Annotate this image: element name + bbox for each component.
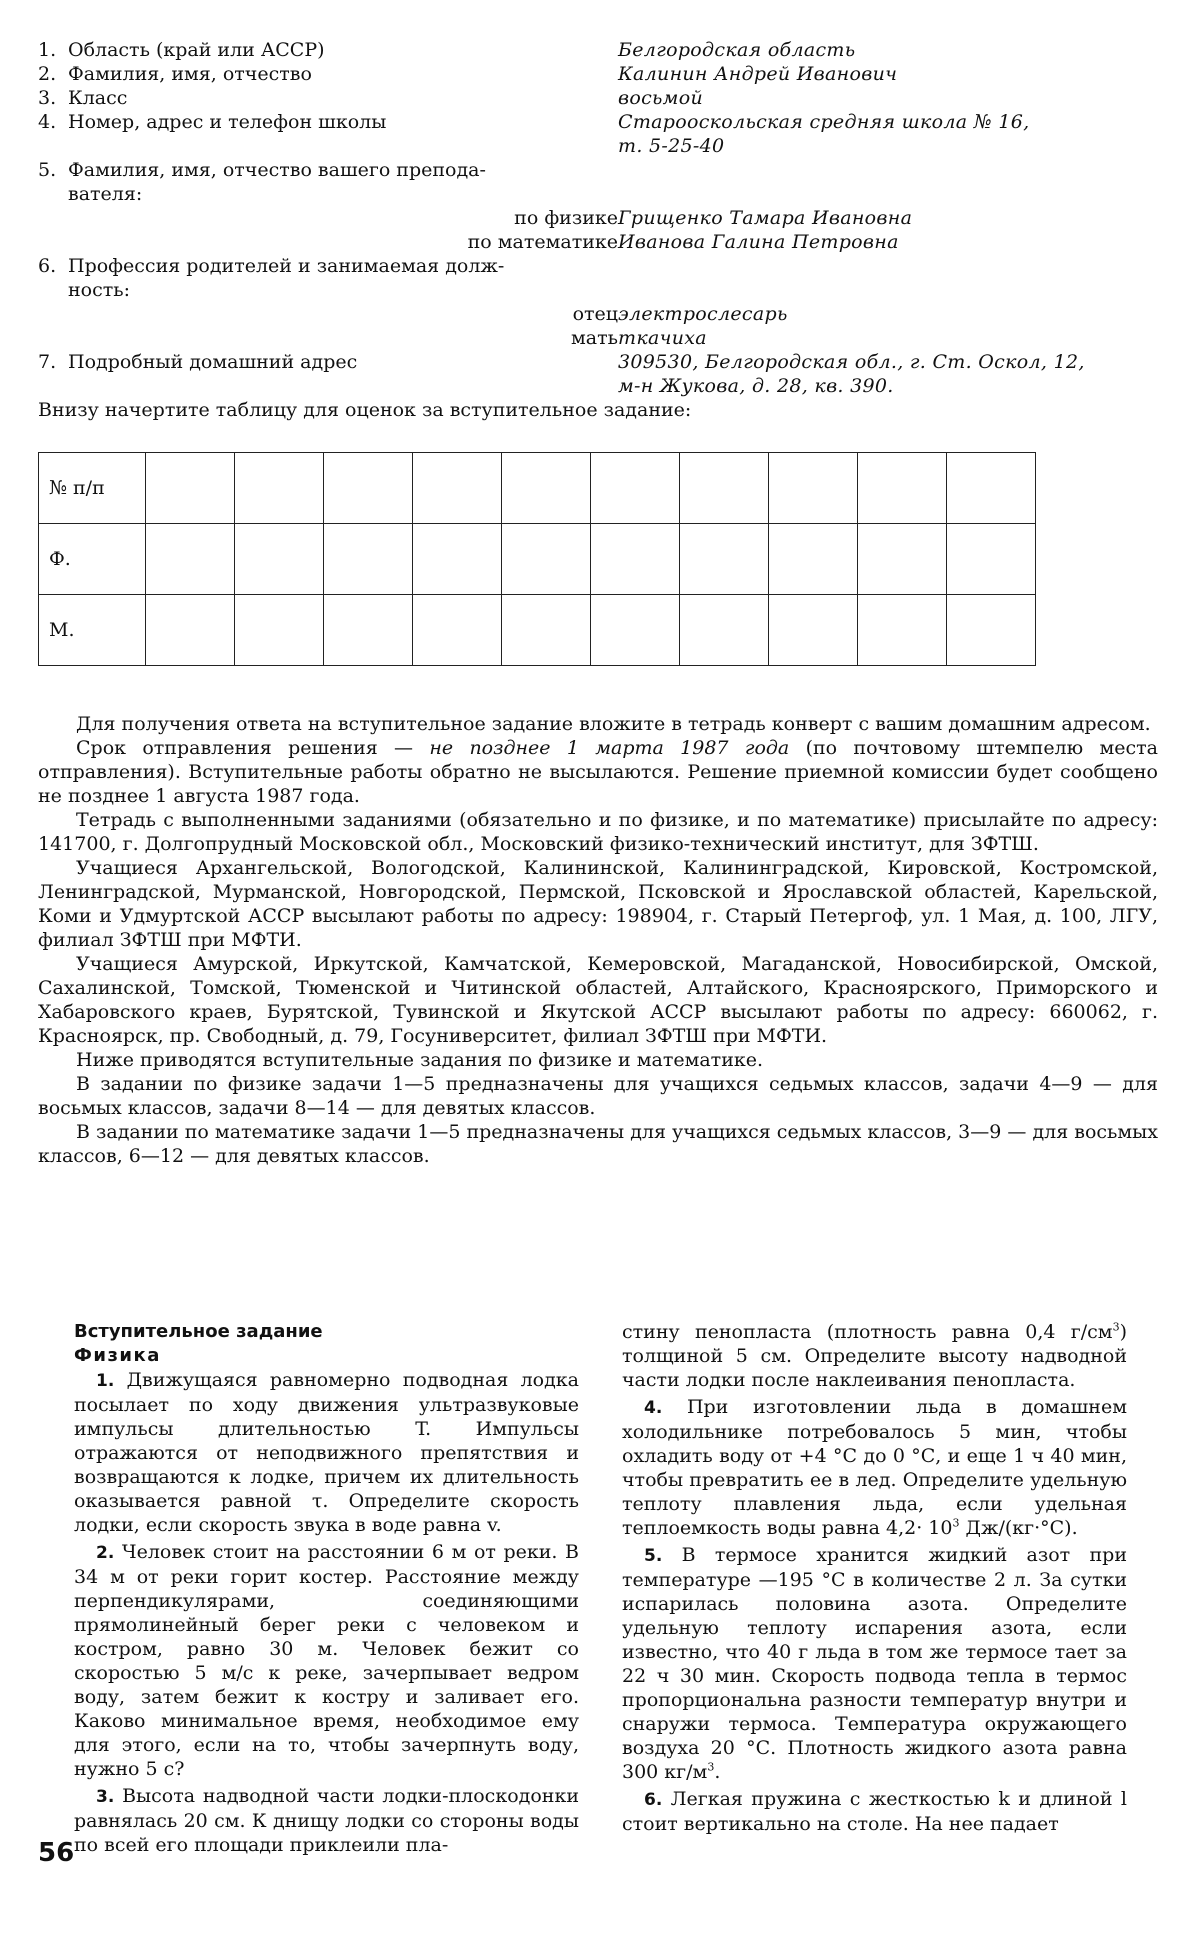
row-value: Старооскольская средняя школа № 16,	[618, 111, 1030, 133]
problem-1	[74, 1368, 579, 1537]
problem-number: 3.	[96, 1787, 115, 1807]
grade-cell	[413, 453, 502, 524]
row-sublabel: отец	[572, 303, 618, 325]
row-label: Фамилия, имя, отчество вашего препода-	[68, 159, 486, 181]
problem-text: При изготовлении льда в домашнем холодильнике потребовалось 5 мин, чтобы охладить воду от +4 °С до 0 °С, и еще 1 ч 40 мин, чтобы превратить ее в лед. Определите удельную теплоту плавления льда, если удельная теплоемкость воды равна 4,2· 10	[622, 1396, 1127, 1539]
form-row-parents	[38, 254, 1168, 278]
problem-number: 6.	[644, 1790, 663, 1810]
form-row-teacher-cont	[38, 182, 1168, 206]
paragraph: Учащиеся Архангельской, Вологодской, Калининской, Калининградской, Кировской, Костромской, Ленинградской, Мурманской, Новгородской, Пермской, Псковской и Ярославской областей, Карельской, Коми и Удмуртской АССР высылают работы по адресу: 198904, г. Старый Петергоф, ул. 1 Мая, д. 100, ЛГУ, филиал ЗФТШ при МФТИ.	[38, 857, 1158, 951]
grade-cell	[502, 595, 591, 666]
form-row-address	[38, 350, 1168, 374]
problem-3	[74, 1784, 579, 1857]
row-header: № п/п	[39, 453, 146, 524]
instructions-block	[38, 712, 1158, 1168]
grade-cell	[769, 595, 858, 666]
grade-cell	[146, 595, 235, 666]
row-label: вателя:	[68, 183, 143, 205]
grade-cell	[680, 453, 769, 524]
row-number: 1.	[38, 39, 57, 61]
grade-cell	[413, 595, 502, 666]
grade-cell	[858, 524, 947, 595]
text-span: Срок отправления решения —	[76, 737, 430, 759]
problem-text: В термосе хранится жидкий азот при температуре —195 °С в количестве 2 л. За сутки испарилась половина азота. Определите удельную теплоту испарения азота, если известно, что 40 г льда в том же термосе тает за 22 ч 30 мин. Скорость подвода тепла в термос пропорциональна разности температур внутри и снаружи термоса. Температура окружающего воздуха 20 °С. Плотность жидкого азота равна 300 кг/м	[622, 1544, 1127, 1783]
problem-text: Дж/(кг·°С).	[959, 1517, 1078, 1539]
row-number: 5.	[38, 159, 57, 181]
superscript: 3	[952, 1516, 960, 1530]
superscript: 3	[1112, 1320, 1120, 1334]
form-row-physics-teacher	[38, 206, 1168, 230]
right-column	[622, 1320, 1127, 1836]
form-row-teacher	[38, 158, 1168, 182]
problem-text: Легкая пружина с жесткостью k и длиной l стоит вертикально на столе. На нее падает	[622, 1788, 1127, 1835]
row-value: Белгородская область	[618, 39, 856, 61]
left-column	[74, 1320, 579, 1857]
row-value: ткачиха	[618, 327, 707, 349]
table-row	[39, 453, 1036, 524]
row-sublabel: по математике	[467, 231, 618, 253]
grade-cell	[769, 453, 858, 524]
grade-cell	[324, 453, 413, 524]
text-span: (по почтовому штемпелю места отправления). Вступительные работы обратно не высылаются. Решение приемной комиссии будет сообщено не позднее 1 августа 1987 года.	[38, 737, 1158, 807]
grade-cell	[235, 453, 324, 524]
problem-4	[622, 1395, 1127, 1540]
row-label: Фамилия, имя, отчество	[68, 63, 312, 85]
problem-2	[74, 1540, 579, 1781]
problem-text: ) толщиной 5 см. Определите высоту надводной части лодки после наклеивания пенопласта.	[622, 1321, 1127, 1391]
grade-cell	[947, 524, 1036, 595]
grade-cell	[324, 595, 413, 666]
row-value: восьмой	[618, 87, 704, 109]
row-sublabel: по физике	[514, 207, 618, 229]
row-value: Калинин Андрей Иванович	[618, 63, 898, 85]
form-row-address-cont	[38, 374, 1168, 398]
problem-6	[622, 1787, 1127, 1836]
form-row-school	[38, 110, 1168, 134]
form-row-mother	[38, 326, 1168, 350]
grade-cell	[591, 595, 680, 666]
row-label: Профессия родителей и занимаемая долж-	[68, 255, 505, 277]
row-label: Область (край или АССР)	[68, 39, 325, 61]
grade-cell	[591, 524, 680, 595]
paragraph: Для получения ответа на вступительное задание вложите в тетрадь конверт с вашим домашним адресом.	[76, 713, 1151, 735]
problem-3-cont	[622, 1320, 1127, 1392]
problem-text: Высота надводной части лодки-плоскодонки равнялась 20 см. К днищу лодки со стороны воды по всей его площади приклеили пла-	[74, 1785, 579, 1856]
row-label: ность:	[68, 279, 131, 301]
questionnaire	[38, 38, 1168, 398]
problem-number: 4.	[644, 1398, 663, 1418]
form-row-region	[38, 38, 1168, 62]
grade-cell	[146, 453, 235, 524]
row-number: 6.	[38, 255, 57, 277]
grade-cell	[858, 453, 947, 524]
problem-number: 2.	[96, 1543, 115, 1563]
grade-cell	[769, 524, 858, 595]
row-header: М.	[39, 595, 146, 666]
table-row	[39, 524, 1036, 595]
section-title: Вступительное задание	[74, 1321, 323, 1342]
grade-cell	[680, 524, 769, 595]
grade-cell	[413, 524, 502, 595]
row-number: 3.	[38, 87, 57, 109]
row-label: Класс	[68, 87, 128, 109]
grade-cell	[502, 524, 591, 595]
problem-number: 1.	[96, 1371, 115, 1391]
grade-cell	[235, 524, 324, 595]
superscript: 3	[707, 1760, 715, 1774]
problem-text: стину пенопласта (плотность равна 0,4 г/см	[622, 1321, 1113, 1343]
table-row	[39, 595, 1036, 666]
problem-number: 5.	[644, 1546, 663, 1566]
grade-table	[38, 452, 1036, 666]
problem-text: Человек стоит на расстоянии 6 м от реки. В 34 м от реки горит костер. Расстояние между перпендикулярами, соединяющими прямолинейный берег реки с человеком и костром, равно 30 м. Человек бежит со скоростью 5 м/с к реке, зачерпывает ведром воду, затем бежит к костру и заливает его. Каково минимальное время, необходимое ему для этого, если на то, чтобы зачерпнуть воду, нужно 5 с?	[74, 1541, 580, 1780]
row-value: 309530, Белгородская обл., г. Ст. Оскол, 12,	[618, 351, 1085, 373]
form-row-father	[38, 302, 1168, 326]
grade-cell	[947, 595, 1036, 666]
row-number: 4.	[38, 111, 57, 133]
grade-cell	[591, 453, 680, 524]
form-row-name	[38, 62, 1168, 86]
row-header: Ф.	[39, 524, 146, 595]
paragraph	[38, 736, 1158, 808]
deadline-text: не позднее 1 марта 1987 года	[429, 737, 790, 759]
page-number: 56	[38, 1838, 75, 1868]
row-value: м-н Жукова, д. 28, кв. 390.	[618, 375, 894, 397]
problem-5	[622, 1543, 1127, 1784]
problem-text: .	[714, 1761, 721, 1783]
row-label: Номер, адрес и телефон школы	[68, 111, 387, 133]
form-row-class	[38, 86, 1168, 110]
paragraph: Ниже приводятся вступительные задания по физике и математике.	[76, 1049, 764, 1071]
row-number: 7.	[38, 351, 57, 373]
row-value: Грищенко Тамара Ивановна	[618, 207, 913, 229]
form-row-parents-cont	[38, 278, 1168, 302]
grade-cell	[324, 524, 413, 595]
grade-cell	[146, 524, 235, 595]
paragraph: В задании по математике задачи 1—5 предназначены для учащихся седьмых классов, 3—9 — для восьмых классов, 6—12 — для девятых классов.	[38, 1121, 1158, 1167]
row-sublabel: мать	[571, 327, 618, 349]
row-value: электрослесарь	[618, 303, 788, 325]
paragraph: Тетрадь с выполненными заданиями (обязательно и по физике, и по математике) присылайте по адресу: 141700, г. Долгопрудный Московской обл., Московский физико-технический институт, для ЗФТШ.	[38, 809, 1158, 855]
form-row-school-cont	[38, 134, 1168, 158]
grade-cell	[858, 595, 947, 666]
paragraph: В задании по физике задачи 1—5 предназначены для учащихся седьмых классов, задачи 4—9 — для восьмых классов, задачи 8—14 — для девятых классов.	[38, 1073, 1158, 1119]
table-instruction: Внизу начертите таблицу для оценок за вступительное задание:	[38, 399, 692, 421]
grade-cell	[947, 453, 1036, 524]
paragraph: Учащиеся Амурской, Иркутской, Камчатской, Кемеровской, Магаданской, Новосибирской, Омской, Сахалинской, Томской, Тюменской и Читинской областей, Алтайского, Красноярского, Приморского и Хабаровского краев, Бурятской, Тувинской и Якутской АССР высылают работы по адресу: 660062, г. Красноярск, пр. Свободный, д. 79, Госуниверситет, филиал ЗФТШ при МФТИ.	[38, 953, 1158, 1047]
section-subtitle: Физика	[74, 1345, 161, 1366]
grade-cell	[680, 595, 769, 666]
row-value: Иванова Галина Петровна	[618, 231, 899, 253]
grade-cell	[502, 453, 591, 524]
grade-cell	[235, 595, 324, 666]
row-number: 2.	[38, 63, 57, 85]
problem-text: Движущаяся равномерно подводная лодка посылает по ходу движения ультразвуковые импульсы длительностью T. Импульсы отражаются от неподвижного препятствия и возвращаются к лодке, причем их длительность оказывается равной τ. Определите скорость лодки, если скорость звука в воде равна v.	[74, 1369, 579, 1536]
row-label: Подробный домашний адрес	[68, 351, 358, 373]
form-row-math-teacher	[38, 230, 1168, 254]
row-value: т. 5-25-40	[618, 135, 725, 157]
